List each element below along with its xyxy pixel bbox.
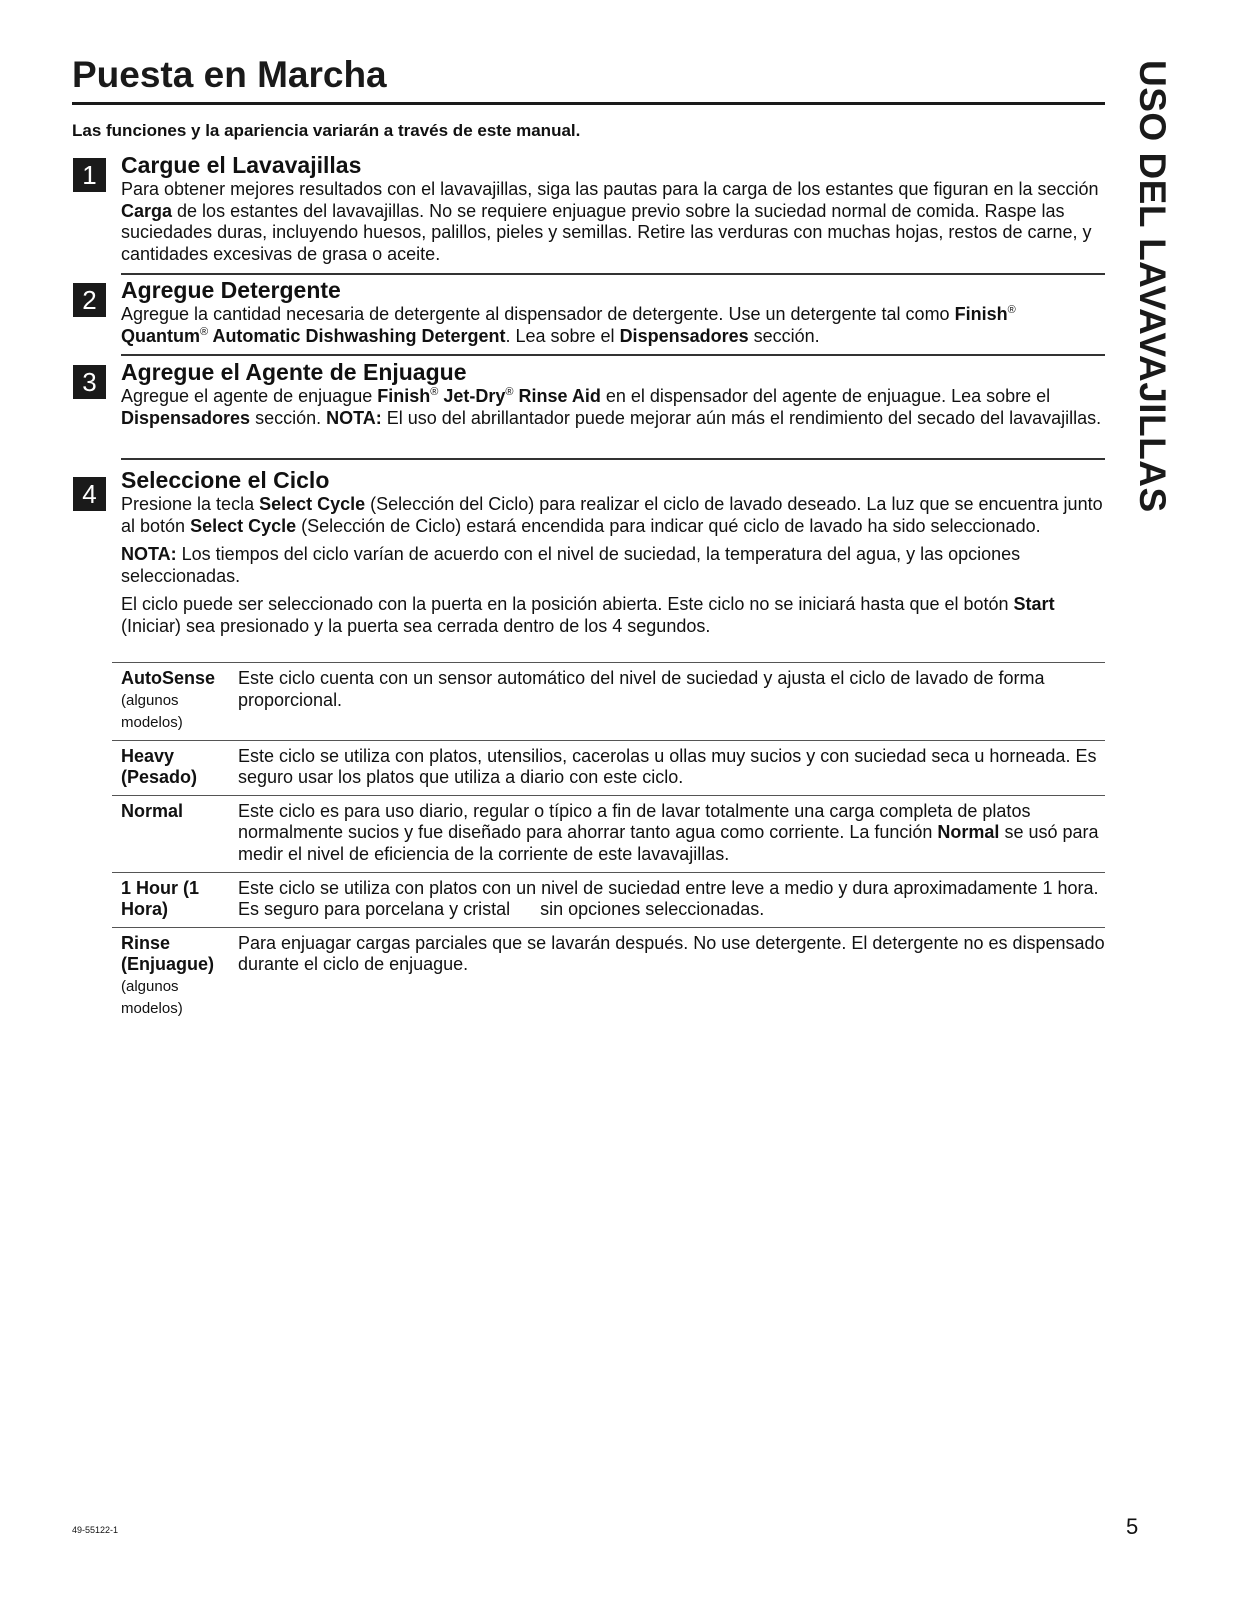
divider	[121, 273, 1105, 275]
step-1	[72, 152, 1105, 265]
step-2	[72, 277, 1105, 347]
step-title: Agregue el Agente de Enjuague	[121, 359, 467, 385]
step-text: Presione la tecla Select Cycle (Selección del Ciclo) para realizar el ciclo de lavado deseado. La luz que se encuentra junto al botón Select Cycle (Selección de Ciclo) estará encendida para indicar qué ciclo de lavado ha sido seleccionado.	[121, 494, 1103, 536]
cycle-description: Este ciclo se utiliza con platos, utensilios, cacerolas u ollas muy sucios y con suciedad seca u horneada. Es seguro usar los platos que utiliza a diario con este ciclo.	[238, 740, 1105, 795]
step-text: El ciclo puede ser seleccionado con la puerta en la posición abierta. Este ciclo no se iniciará hasta que el botón Start (Iniciar) sea presionado y la puerta sea cerrada dentro de los 4 segundos.	[121, 594, 1055, 636]
table-row	[112, 740, 1105, 795]
cycle-name: Heavy (Pesado)	[112, 740, 238, 795]
step-title: Cargue el Lavavajillas	[121, 152, 362, 178]
table-row	[112, 795, 1105, 872]
step-title: Agregue Detergente	[121, 277, 341, 303]
page-number: 5	[1126, 1514, 1139, 1539]
page-title: Puesta en Marcha	[72, 54, 387, 95]
cycle-name: 1 Hour (1 Hora)	[112, 872, 238, 927]
table-row	[112, 663, 1105, 741]
document-code: 49-55122-1	[72, 1525, 119, 1535]
section-side-tab: USO DEL LAVAVAJILLAS	[1132, 60, 1173, 513]
divider	[121, 354, 1105, 356]
step-number-badge: 3	[73, 365, 106, 399]
divider	[121, 458, 1105, 460]
step-4	[72, 467, 1105, 638]
step-number-badge: 1	[73, 158, 106, 192]
table-row	[112, 872, 1105, 927]
step-text: Agregue el agente de enjuague Finish® Jet-Dry® Rinse Aid en el dispensador del agente de enjuague. Lea sobre el Dispensadores sección. NOTA: El uso del abrillantador puede mejorar aún más el rendimiento del secado del lavavajillas.	[121, 386, 1102, 428]
cycle-description: Para enjuagar cargas parciales que se lavarán después. No use detergente. El detergente no es dispensado durante el ciclo de enjuague.	[238, 927, 1105, 1026]
cycle-note: (algunos modelos)	[121, 977, 183, 1017]
intro-text: Las funciones y la apariencia variarán a través de este manual.	[72, 121, 581, 140]
step-text: Agregue la cantidad necesaria de detergente al dispensador de detergente. Use un detergente tal como Finish® Quantum® Automatic Dishwashing Detergent. Lea sobre el Dispensadores sección.	[121, 304, 1016, 346]
step-3	[72, 359, 1105, 429]
step-text: Para obtener mejores resultados con el lavavajillas, siga las pautas para la carga de los estantes que figuran en la sección Carga de los estantes del lavavajillas. No se requiere enjuague previo sobre la suciedad normal de comida. Raspe las suciedades duras, incluyendo huesos, palillos, pieles y semillas. Retire las verduras con muchas hojas, restos de carne, y cantidades excesivas de grasa o aceite.	[121, 179, 1099, 264]
cycle-name: AutoSense (algunos modelos)	[112, 663, 238, 741]
cycle-description: Este ciclo cuenta con un sensor automático del nivel de suciedad y ajusta el ciclo de lavado de forma proporcional.	[238, 663, 1105, 741]
table-row	[112, 927, 1105, 1026]
cycle-note: (algunos modelos)	[121, 691, 183, 731]
cycle-description: Este ciclo es para uso diario, regular o típico a fin de lavar totalmente una carga completa de platos normalmente sucios y fue diseñado para ahorrar tanto agua como corriente. La función Normal se usó para medir el nivel de eficiencia de la corriente de este lavavajillas.	[238, 795, 1105, 872]
cycle-description: Este ciclo se utiliza con platos con un nivel de suciedad entre leve a medio y dura aproximadamente 1 hora. Es seguro para porcelana y cristal sin opciones seleccionadas.	[238, 872, 1105, 927]
step-note: NOTA: Los tiempos del ciclo varían de acuerdo con el nivel de suciedad, la temperatura del agua, y las opciones seleccionadas.	[121, 544, 1021, 586]
title-divider	[72, 102, 1105, 105]
step-number-badge: 2	[73, 283, 106, 317]
step-number-badge: 4	[73, 477, 106, 511]
cycle-table	[112, 662, 1105, 1026]
cycle-name: Rinse (Enjuague) (algunos modelos)	[112, 927, 238, 1026]
cycle-name: Normal	[112, 795, 238, 872]
step-title: Seleccione el Ciclo	[121, 467, 330, 493]
